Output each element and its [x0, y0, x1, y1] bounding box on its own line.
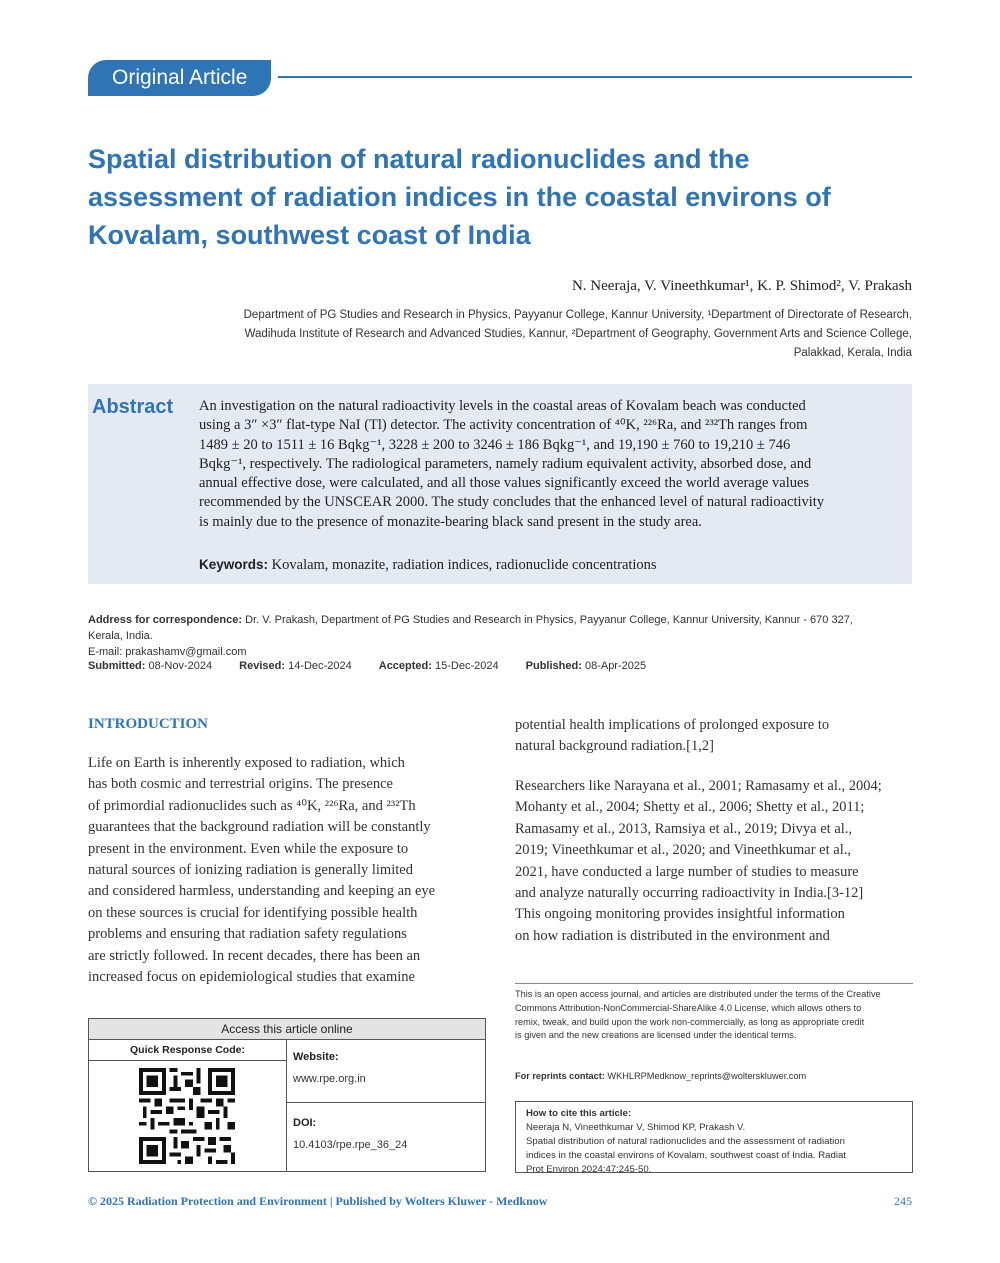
correspondence-address: Dr. V. Prakash, Department of PG Studies and Research in Physics, Payyanur College, Kannur University, Kannur - 670 327, — [245, 614, 853, 626]
body-line: of primordial radionuclides such as ⁴⁰K, ²²⁶Ra, and ²³²Th — [88, 797, 416, 814]
abstract-box — [88, 384, 912, 584]
citation-text: Neeraja N, Vineethkumar V, Shimod KP, Prakash V. — [526, 1122, 746, 1133]
correspondence-label: Address for correspondence: — [88, 614, 243, 626]
keywords-label: Keywords: — [199, 557, 269, 572]
article-type-badge: Original Article — [88, 60, 271, 96]
published-label: Published: — [525, 660, 582, 672]
body-line: Ramasamy et al., 2013, Ramsiya et al., 2019; Divya et al., — [515, 820, 853, 837]
abstract-line: using a 3″ ×3″ flat-type NaI (Tl) detector. The activity concentration of ⁴⁰K, ²²⁶Ra, and ²³²Th ranges from — [199, 417, 808, 434]
abstract-line: annual effective dose, were calculated, and all those values significantly exceed the world average values — [199, 475, 810, 492]
website-link[interactable]: www.rpe.org.in — [293, 1073, 366, 1085]
citation-line — [526, 1107, 902, 1135]
affiliation-line: Department of PG Studies and Research in Physics, Payyanur College, Kannur University, ¹Department of Directorate of Research, — [243, 309, 912, 321]
body-line: has both cosmic and terrestrial origins. The presence — [88, 776, 393, 793]
header-rule — [278, 76, 912, 78]
doi-label: DOI: — [293, 1117, 317, 1129]
body-line: and considered harmless, understanding and keeping an eye — [88, 883, 436, 900]
citation-box — [515, 1101, 913, 1173]
body-line: Mohanty et al., 2004; Shetty et al., 2006; Shetty et al., 2011; — [515, 799, 865, 816]
accepted-value: 15-Dec-2024 — [435, 660, 499, 672]
license-line: Commons Attribution-NonCommercial-ShareAlike 4.0 License, which allows others to — [515, 1002, 862, 1013]
reprints-contact — [515, 1071, 806, 1081]
access-online-box — [88, 1018, 486, 1172]
doi-link[interactable]: 10.4103/rpe.rpe_36_24 — [293, 1139, 408, 1151]
body-line: 2021, have conducted a large number of studies to measure — [515, 863, 859, 880]
title-line: assessment of radiation indices in the coastal environs of — [88, 182, 831, 212]
citation-line: indices in the coastal environs of Kovalam, southwest coast of India. Radiat — [526, 1150, 846, 1161]
correspondence-email: E-mail: prakashamv@gmail.com — [88, 646, 247, 658]
published-value: 08-Apr-2025 — [584, 660, 647, 672]
submitted-label: Submitted: — [88, 660, 146, 672]
abstract-label: Abstract — [92, 396, 174, 418]
introduction-right-para-2 — [515, 776, 913, 947]
accepted-label: Accepted: — [378, 660, 432, 672]
revised-date — [239, 660, 352, 672]
license-line: is given and the new creations are licensed under the identical terms. — [515, 1030, 797, 1041]
license-line: This is an open access journal, and articles are distributed under the terms of the Creative — [515, 989, 881, 999]
body-line: on how radiation is distributed in the environment and — [515, 927, 830, 944]
correspondence-line — [88, 612, 912, 628]
affiliation-line: Wadihuda Institute of Research and Advanced Studies, Kannur, ²Department of Geography, Government Arts and Science College, — [244, 328, 912, 340]
body-line: potential health implications of prolonged exposure to — [515, 717, 830, 733]
article-title — [88, 140, 888, 254]
body-line: present in the environment. Even while the exposure to — [88, 840, 409, 857]
body-line: are strictly followed. In recent decades, there has been an — [88, 947, 421, 964]
submitted-value: 08-Nov-2024 — [148, 660, 213, 672]
affiliations — [112, 306, 912, 363]
introduction-heading: INTRODUCTION — [88, 716, 209, 732]
website-label: Website: — [293, 1051, 339, 1063]
article-type-header — [88, 60, 912, 96]
qr-label: Quick Response Code: — [89, 1040, 286, 1061]
body-line: Researchers like Narayana et al., 2001; Ramasamy et al., 2004; — [515, 778, 882, 794]
revised-value: 14-Dec-2024 — [288, 660, 352, 672]
correspondence-address-cont: Kerala, India. — [88, 630, 153, 642]
body-line: increased focus on epidemiological studies that examine — [88, 969, 415, 986]
page-footer: © 2025 Radiation Protection and Environment | Published by Wolters Kluwer - Medknow — [88, 1194, 548, 1208]
affiliation-line: Palakkad, Kerala, India — [793, 347, 912, 359]
citation-line: Prot Environ 2024;47:245-50. — [526, 1164, 652, 1175]
body-line: natural background radiation.[1,2] — [515, 738, 714, 755]
abstract-line: An investigation on the natural radioactivity levels in the coastal areas of Kovalam beach was conducted — [199, 398, 806, 414]
abstract-line: recommended by the UNSCEAR 2000. The study concludes that the enhanced level of natural radioactivity — [199, 494, 825, 511]
reprints-email[interactable]: WKHLRPMedknow_reprints@wolterskluwer.com — [607, 1071, 807, 1081]
access-heading: Access this article online — [89, 1019, 485, 1040]
title-line: Spatial distribution of natural radionuclides and the — [88, 144, 750, 174]
published-date — [526, 660, 646, 672]
article-dates — [88, 660, 670, 672]
body-line: This ongoing monitoring provides insightful information — [515, 906, 845, 923]
license-notice — [515, 988, 913, 1043]
body-line: 2019; Vineethkumar et al., 2020; and Vineethkumar et al., — [515, 842, 851, 859]
correspondence-block — [88, 612, 912, 660]
title-line: Kovalam, southwest coast of India — [88, 220, 531, 250]
qr-section — [89, 1040, 287, 1171]
body-line: natural sources of ionizing radiation is generally limited — [88, 862, 413, 879]
keywords — [199, 557, 657, 574]
revised-label: Revised: — [239, 660, 286, 672]
doi-block — [287, 1103, 485, 1165]
website-block — [287, 1040, 485, 1103]
body-line: guarantees that the background radiation will be constantly — [88, 819, 431, 836]
accepted-date — [379, 660, 499, 672]
author-list: N. Neeraja, V. Vineethkumar¹, K. P. Shimod², V. Prakash — [571, 278, 912, 294]
citation-label: How to cite this article: — [526, 1108, 632, 1119]
license-line: remix, tweak, and build upon the work non-commercially, as long as appropriate credit — [515, 1016, 865, 1027]
body-line: and analyze naturally occurring radioactivity in India.[3-12] — [515, 885, 864, 902]
abstract-line: Bqkg⁻¹, respectively. The radiological parameters, namely radium equivalent activity, absorbed dose, and — [199, 455, 812, 472]
license-divider — [515, 983, 913, 984]
qr-code-icon[interactable] — [139, 1068, 235, 1164]
submitted-date — [88, 660, 212, 672]
introduction-right-para-1 — [515, 715, 913, 758]
body-line: problems and ensuring that radiation safety regulations — [88, 926, 407, 943]
access-details — [287, 1040, 485, 1171]
reprints-label: For reprints contact: — [515, 1071, 605, 1081]
abstract-text — [199, 397, 903, 532]
page-number: 245 — [894, 1194, 912, 1208]
body-line: on these sources is crucial for identifying possible health — [88, 904, 418, 921]
keywords-text: Kovalam, monazite, radiation indices, radionuclide concentrations — [271, 557, 657, 573]
introduction-left-column — [88, 753, 486, 988]
citation-line: Spatial distribution of natural radionuclides and the assessment of radiation — [526, 1136, 845, 1147]
abstract-line: 1489 ± 20 to 1511 ± 16 Bqkg⁻¹, 3228 ± 200 to 3246 ± 186 Bqkg⁻¹, and 19,190 ± 760 to 19,210 ± 746 — [199, 436, 791, 453]
abstract-line: is mainly due to the presence of monazite-bearing black sand present in the study area. — [199, 513, 702, 530]
body-line: Life on Earth is inherently exposed to radiation, which — [88, 755, 405, 771]
